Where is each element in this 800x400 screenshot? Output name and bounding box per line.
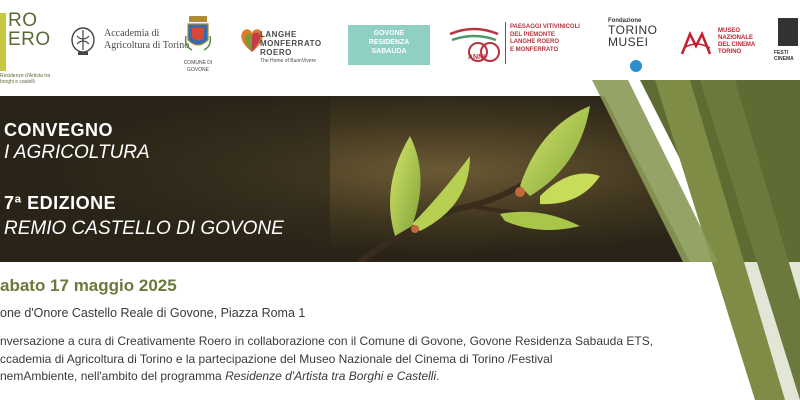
event-description bbox=[0, 333, 800, 386]
fondazione-line2: TORINO bbox=[608, 23, 658, 37]
museo-line4: TORINO bbox=[718, 49, 742, 55]
description-line-1: nversazione a cura di Creativamente Roero in collaborazione con il Comune di Govone, Govone Residenza Sabauda ETS, bbox=[0, 334, 654, 348]
fondazione-dot-icon bbox=[630, 60, 642, 72]
hero-premio-subheading: REMIO CASTELLO DI GOVONE bbox=[4, 218, 284, 239]
fondazione-line3: MUSEI bbox=[608, 35, 649, 49]
langhe-line2: MONFERRATO bbox=[260, 39, 322, 48]
roero-wordmark bbox=[8, 11, 51, 49]
paesaggi-line2: DEL PIEMONTE bbox=[510, 31, 555, 38]
langhe-tagline: The Home of BuonVivere bbox=[260, 58, 317, 64]
festival-mark-icon bbox=[778, 18, 798, 46]
museo-cinema-mark-icon bbox=[680, 28, 714, 58]
hero-convegno-heading: CONVEGNO bbox=[4, 120, 114, 140]
hero-agricoltura-subheading: I AGRICOLTURA bbox=[4, 142, 150, 163]
festival-wordmark bbox=[774, 50, 794, 62]
paesaggi-wordmark bbox=[510, 24, 592, 54]
museo-line3: DEL CINEMA bbox=[718, 42, 756, 48]
festival-line1: FESTI bbox=[774, 50, 789, 56]
roero-word-top: RO bbox=[8, 10, 38, 31]
comune-govone-logo bbox=[178, 14, 218, 84]
residenza-line3: SABAUDA bbox=[371, 48, 407, 55]
paesaggi-divider bbox=[505, 22, 506, 64]
accademia-name: Accademia di Agricoltura di Torino bbox=[104, 28, 190, 51]
hero-banner bbox=[0, 96, 800, 262]
residenza-wordmark bbox=[348, 29, 430, 56]
festival-line2: CINEMA bbox=[774, 56, 794, 62]
roero-vertical-bar bbox=[0, 13, 6, 71]
logo-strip bbox=[0, 0, 800, 92]
paesaggi-line3: LANGHE ROERO bbox=[510, 39, 560, 45]
museo-cinema-logo bbox=[680, 26, 780, 66]
residenza-line2: RESIDENZA bbox=[368, 39, 410, 46]
govone-label: COMUNE DI GOVONE bbox=[183, 60, 213, 73]
govone-residenza-sabauda-logo bbox=[348, 25, 430, 65]
paesaggi-anni-label: ANNI bbox=[468, 54, 486, 61]
description-line-3-prefix: nemAmbiente, nell'ambito del programma bbox=[0, 369, 226, 383]
museo-line1: MUSEO bbox=[718, 28, 741, 34]
langhe-wordmark bbox=[260, 30, 322, 57]
description-line-3-italic: Residenze d'Artista tra Borghi e Castelli bbox=[225, 369, 437, 383]
event-venue: one d'Onore Castello Reale di Govone, Piazza Roma 1 bbox=[0, 306, 306, 320]
accademia-agricoltura-logo bbox=[70, 22, 190, 66]
paesaggi-line1: PAESAGGI VITIVINICOLI bbox=[510, 24, 580, 30]
langhe-monferrato-roero-logo bbox=[240, 26, 345, 70]
roero-subtitle: Residenze d'Artista tra borghi e castelli bbox=[0, 73, 51, 85]
hero-edizione-heading: 7ª EDIZIONE bbox=[4, 193, 117, 213]
museo-cinema-wordmark bbox=[718, 28, 755, 56]
langhe-line3: ROERO bbox=[260, 48, 292, 57]
govone-crest-icon bbox=[184, 14, 212, 54]
festival-logo bbox=[772, 18, 800, 78]
langhe-line1: LANGHE bbox=[260, 30, 297, 39]
description-line-2: ccademia di Agricoltura di Torino e la partecipazione del Museo Nazionale del Cinema di Torino /Festival bbox=[0, 351, 553, 366]
museo-line2: NAZIONALE bbox=[718, 35, 753, 41]
event-date: abato 17 maggio 2025 bbox=[0, 276, 177, 295]
fondazione-torino-musei-logo bbox=[608, 18, 668, 70]
paesaggi-line4: E MONFERRATO bbox=[510, 46, 559, 53]
accademia-emblem-icon bbox=[70, 26, 96, 56]
roero-word-bottom: ERO bbox=[8, 29, 51, 50]
creativamente-roero-logo bbox=[0, 5, 52, 87]
description-line-3 bbox=[0, 368, 800, 386]
residenza-line1: GOVONE bbox=[373, 30, 405, 37]
description-line-3-suffix: . bbox=[436, 369, 440, 383]
fondazione-line1: Fondazione bbox=[608, 18, 642, 24]
paesaggi-vitivinicoli-logo bbox=[448, 22, 588, 66]
